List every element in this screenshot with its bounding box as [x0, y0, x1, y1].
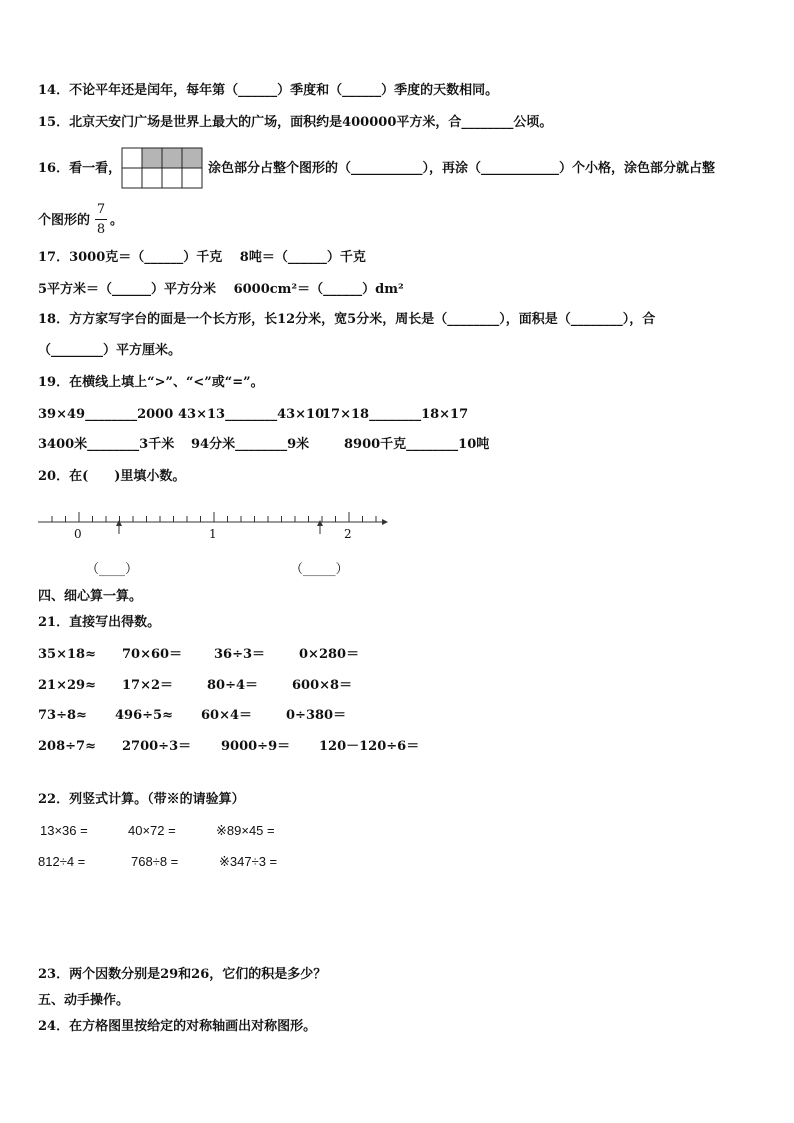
question-16-prefix: 16．看一看，: [38, 161, 122, 176]
number-line-label-1: 1: [209, 527, 217, 541]
question-18-line1: 18．方方家写字台的面是一个长方形，长12分米，宽5分米，周长是（________），面积是（________），合: [38, 312, 656, 327]
q21-r1-c4: 0×280＝: [299, 647, 360, 662]
question-16-line2: 个图形的: [38, 213, 91, 228]
fraction-numerator: 7: [96, 202, 106, 217]
grid-cell: [122, 148, 142, 168]
number-line-label-2: 2: [344, 527, 352, 541]
q21-r4-c3: 9000÷9＝: [221, 739, 291, 754]
grid-cell: [122, 168, 142, 188]
question-17-line2: 5平方米＝（______）平方分米 6000cm²＝（______）dm²: [38, 282, 404, 297]
question-15: 15．北京天安门广场是世界上最大的广场，面积约是400000平方米，合________公顷。: [38, 115, 553, 130]
q21-r1-c2: 70×60＝: [122, 647, 183, 662]
q21-r3-c1: 73÷8≈: [38, 708, 87, 723]
question-14: 14．不论平年还是闰年，每年第（______）季度和（______）季度的天数相同。: [38, 83, 499, 98]
question-19-title: 19．在横线上填上“>”、“<”或“=”。: [38, 375, 264, 390]
question-17-line1: 17．3000克＝（______）千克 8吨＝（______）千克: [38, 250, 366, 265]
question-16-end: 。: [110, 213, 124, 228]
q21-r3-c2: 496÷5≈: [115, 708, 173, 723]
section-4-heading: 四、细心算一算。: [38, 589, 143, 604]
section-5-heading: 五、动手操作。: [38, 993, 130, 1008]
question-24: 24．在方格图里按给定的对称轴画出对称图形。: [38, 1019, 317, 1034]
grid-cell-shaded: [142, 148, 162, 168]
grid-figure: [120, 146, 206, 190]
grid-cell-shaded: [162, 148, 182, 168]
q21-r2-c3: 80÷4＝: [207, 678, 259, 693]
question-18-line2: （________）平方厘米。: [38, 343, 182, 358]
q19-r1-c3: 17×18________18×17: [322, 407, 469, 422]
grid-cell-shaded: [182, 148, 202, 168]
q21-r2-c2: 17×2＝: [122, 678, 174, 693]
question-22-title: 22．列竖式计算。（带※的请验算）: [38, 792, 245, 807]
q22-r1-c3: ※89×45 =: [216, 823, 275, 838]
question-20-title: 20．在( )里填小数。: [38, 469, 186, 484]
grid-cell: [162, 168, 182, 188]
q22-r1-c1: 13×36 =: [40, 823, 88, 838]
grid-cell: [142, 168, 162, 188]
answer-blank-1[interactable]: （____）: [86, 562, 139, 577]
q21-r3-c3: 60×4＝: [201, 708, 253, 723]
number-line-label-0: 0: [74, 527, 82, 541]
question-23: 23．两个因数分别是29和26，它们的积是多少？: [38, 967, 327, 982]
question-16-text: 涂色部分占整个图形的（___________），再涂（____________）个小格，涂色部分就占整: [208, 161, 716, 176]
q21-r3-c4: 0÷380＝: [286, 708, 347, 723]
q21-r2-c4: 600×8＝: [292, 678, 353, 693]
q21-r4-c2: 2700÷3＝: [122, 739, 192, 754]
question-21-title: 21．直接写出得数。: [38, 615, 161, 630]
q21-r4-c4: 120－120÷6＝: [319, 739, 420, 754]
fraction-denominator: 8: [96, 222, 106, 237]
q19-r2-c3: 8900千克________10吨: [344, 437, 490, 452]
answer-blank-2[interactable]: （_____）: [290, 562, 349, 577]
q21-r2-c1: 21×29≈: [38, 678, 96, 693]
q22-r1-c2: 40×72 =: [128, 823, 176, 838]
q22-r2-c2: 768÷8 =: [131, 854, 179, 869]
q22-r2-c1: 812÷4 =: [38, 854, 86, 869]
q21-r1-c1: 35×18≈: [38, 647, 96, 662]
q21-r4-c1: 208÷7≈: [38, 739, 96, 754]
q19-r1-c2: 43×13________43×10: [178, 407, 325, 422]
q19-r2-c1: 3400米________3千米: [38, 437, 175, 452]
grid-cell: [182, 168, 202, 188]
fraction-bar: [95, 219, 107, 220]
q19-r1-c1: 39×49________2000: [38, 407, 174, 422]
q19-r2-c2: 94分米________9米: [191, 437, 310, 452]
q21-r1-c3: 36÷3＝: [214, 647, 266, 662]
q22-r2-c3: ※347÷3 =: [219, 854, 278, 869]
